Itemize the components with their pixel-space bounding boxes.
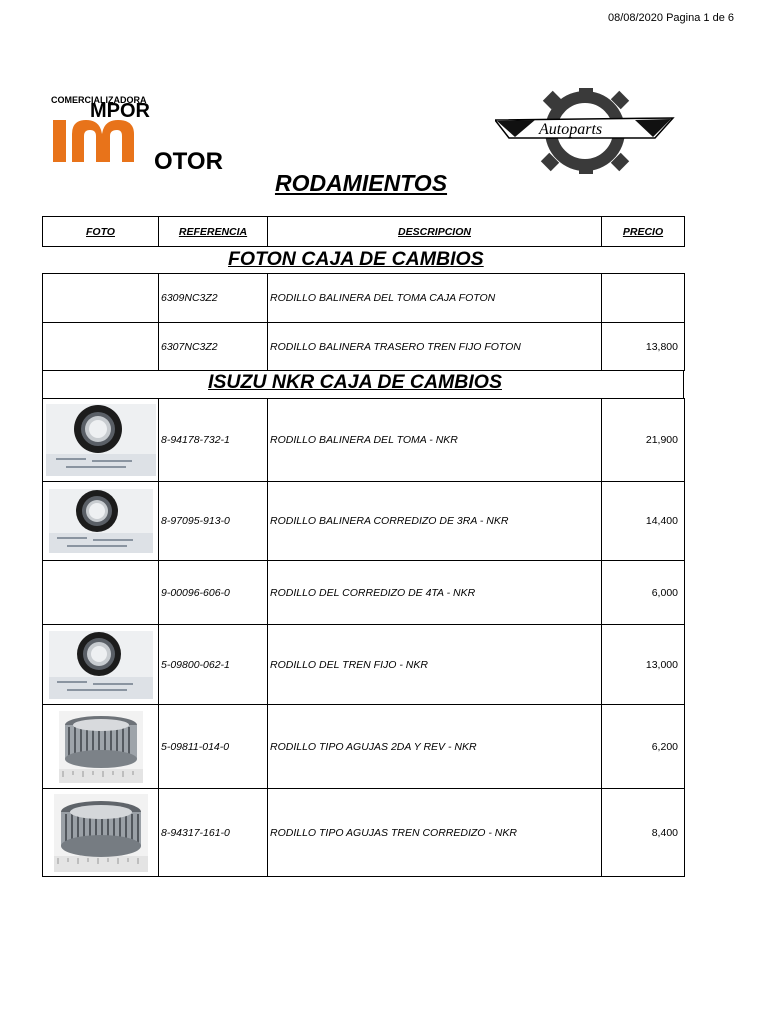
desc-cell: RODILLO BALINERA CORREDIZO DE 3RA - NKR xyxy=(268,482,602,561)
price-cell: 21,900 xyxy=(602,399,685,482)
table-row xyxy=(43,323,685,371)
col-foto: FOTO xyxy=(43,217,159,247)
desc-cell: RODILLO BALINERA TRASERO TREN FIJO FOTON xyxy=(268,323,602,371)
photo-cell xyxy=(43,561,159,625)
ref-cell: 6309NC3Z2 xyxy=(159,274,268,323)
ref-cell: 8-97095-913-0 xyxy=(159,482,268,561)
ref-cell: 8-94178-732-1 xyxy=(159,399,268,482)
price-cell: 6,000 xyxy=(602,561,685,625)
document-title: RODAMIENTOS xyxy=(274,170,448,196)
photo-cell xyxy=(43,274,159,323)
autoparts-logo xyxy=(495,88,675,174)
table-row xyxy=(43,561,685,625)
needle-bearing-photo xyxy=(59,711,143,783)
page-label: Pagina xyxy=(666,12,701,24)
price-cell: 13,800 xyxy=(602,323,685,371)
col-descripcion: DESCRIPCION xyxy=(268,217,602,247)
col-referencia: REFERENCIA xyxy=(159,217,268,247)
table-row xyxy=(43,482,685,561)
isuzu-table xyxy=(42,398,685,877)
desc-cell: RODILLO DEL TREN FIJO - NKR xyxy=(268,625,602,705)
price-cell: 8,400 xyxy=(602,789,685,877)
column-header-row xyxy=(43,217,685,247)
section-title-isuzu: ISUZU NKR CAJA DE CAMBIOS xyxy=(208,371,502,393)
ref-cell: 5-09811-014-0 xyxy=(159,705,268,789)
ref-cell: 9-00096-606-0 xyxy=(159,561,268,625)
photo-cell xyxy=(43,323,159,371)
section-title-foton: FOTON CAJA DE CAMBIOS xyxy=(228,248,484,270)
col-precio: PRECIO xyxy=(602,217,685,247)
price-cell: 6,200 xyxy=(602,705,685,789)
logo-top-text: COMERCIALIZADORA xyxy=(51,95,147,105)
desc-cell: RODILLO DEL CORREDIZO DE 4TA - NKR xyxy=(268,561,602,625)
ref-cell: 8-94317-161-0 xyxy=(159,789,268,877)
column-header-table xyxy=(42,216,685,247)
desc-cell: RODILLO TIPO AGUJAS TREN CORREDIZO - NKR xyxy=(268,789,602,877)
page-header xyxy=(608,12,734,24)
price-cell: 13,000 xyxy=(602,625,685,705)
price-cell xyxy=(602,274,685,323)
print-date: 08/08/2020 xyxy=(607,12,664,24)
desc-cell: RODILLO BALINERA DEL TOMA - NKR xyxy=(268,399,602,482)
price-cell: 14,400 xyxy=(602,482,685,561)
photo-cell xyxy=(43,705,159,789)
photo-cell xyxy=(43,399,159,482)
foton-table xyxy=(42,273,685,371)
logo-line1: MPOR xyxy=(90,100,150,122)
ball-bearing-photo xyxy=(49,489,153,553)
photo-cell xyxy=(43,625,159,705)
ref-cell: 6307NC3Z2 xyxy=(159,323,268,371)
autoparts-text: Autoparts xyxy=(539,121,603,138)
table-row xyxy=(43,399,685,482)
desc-cell: RODILLO BALINERA DEL TOMA CAJA FOTON xyxy=(268,274,602,323)
ball-bearing-photo xyxy=(46,404,156,476)
photo-cell xyxy=(43,482,159,561)
ball-bearing-photo xyxy=(49,631,153,699)
ref-cell: 5-09800-062-1 xyxy=(159,625,268,705)
impormotor-logo xyxy=(50,94,242,176)
needle-bearing-photo xyxy=(54,794,148,872)
table-row xyxy=(43,705,685,789)
table-row xyxy=(43,625,685,705)
desc-cell: RODILLO TIPO AGUJAS 2DA Y REV - NKR xyxy=(268,705,602,789)
page-number: 1 de 6 xyxy=(703,12,734,24)
table-row xyxy=(43,789,685,877)
logo-line2: OTOR xyxy=(154,148,223,175)
table-row xyxy=(43,274,685,323)
photo-cell xyxy=(43,789,159,877)
